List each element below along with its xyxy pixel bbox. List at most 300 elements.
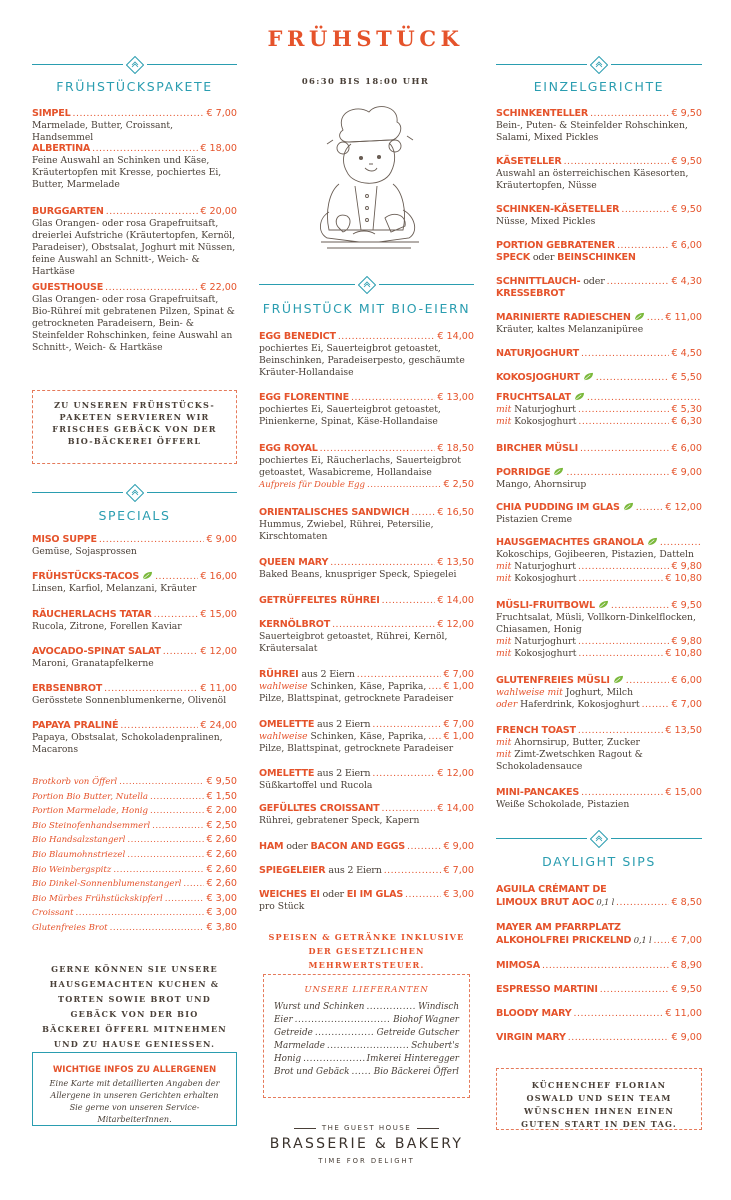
item-row xyxy=(496,725,702,737)
item-name: SCHINKEN-KÄSETELLER xyxy=(496,204,620,215)
extra-name: Bio Blaumohnstriezel xyxy=(32,850,126,860)
special-item xyxy=(32,571,237,595)
item-row xyxy=(496,1032,702,1044)
item-price: € 14,00 xyxy=(437,803,474,814)
leaf-icon xyxy=(553,467,564,476)
item-description: Kräuter, kaltes Melanzanipüree xyxy=(496,324,644,335)
dot-leader xyxy=(155,571,198,583)
dot-leader xyxy=(105,282,198,294)
dot-leader xyxy=(295,1014,392,1027)
dot-leader xyxy=(578,416,669,428)
item-name: PORTION GEBRATENER xyxy=(496,240,616,251)
item-name: EGG FLORENTINE xyxy=(259,392,349,403)
dot-leader xyxy=(611,600,670,612)
extra-name: Portion Bio Butter, Nutella xyxy=(32,791,149,802)
item-row xyxy=(259,768,474,780)
leaf-icon xyxy=(598,600,609,609)
item-name: OMELETTE aus 2 Eiern xyxy=(259,768,371,779)
option-label: mit xyxy=(496,648,512,659)
drink-item xyxy=(496,884,702,909)
single-dish-item xyxy=(496,108,702,144)
item-price: € 6,00 xyxy=(671,443,702,454)
bear-chef-illustration xyxy=(299,100,434,260)
dot-leader xyxy=(568,1032,670,1044)
extra-name: Glutenfreies Brot xyxy=(32,923,108,933)
extra-name: Bio Mürbes Frühstückskipferl xyxy=(32,893,163,904)
item-name: KÄSETELLER xyxy=(496,156,562,167)
item-row xyxy=(32,646,237,658)
item-price: € 12,00 xyxy=(665,502,702,513)
item-description: Pilze, Blattspinat, getrocknete Paradeiser xyxy=(259,693,454,704)
item-price: € 14,00 xyxy=(437,595,474,606)
dot-leader xyxy=(581,348,670,360)
item-row xyxy=(496,372,702,384)
item-name: CHIA PUDDING IM GLAS xyxy=(496,502,634,514)
item-description: pro Stück xyxy=(259,901,305,912)
dot-leader xyxy=(566,467,669,479)
bio-egg-item xyxy=(259,865,474,877)
option-label: mit xyxy=(496,404,512,415)
extra-item xyxy=(32,820,237,832)
dot-leader xyxy=(76,907,205,919)
item-price: € 6,00 xyxy=(671,675,702,686)
dot-leader xyxy=(163,646,199,658)
bio-egg-item xyxy=(259,392,474,428)
item-price: € 22,00 xyxy=(200,282,237,293)
extra-item xyxy=(32,849,237,861)
item-name: EGG BENEDICT xyxy=(259,331,336,342)
extra-item xyxy=(32,893,237,905)
dot-leader xyxy=(428,681,441,693)
item-description: Gerösstete Sonnenblumenkerne, Olivenöl xyxy=(32,695,227,706)
item-price: € 4,30 xyxy=(671,276,702,287)
dot-leader xyxy=(113,864,204,876)
item-price: € 13,50 xyxy=(437,557,474,568)
item-row xyxy=(259,392,474,404)
dot-leader xyxy=(367,479,441,491)
item-row xyxy=(496,502,702,514)
item-name: FRÜHSTÜCKS-TACOS xyxy=(32,571,153,583)
item-description: Glas Orangen- oder rosa Grapefruitsaft, Bio-Rühreí mit gebratenen Pilzen, Spinat & getrockneten Paradeisern, Bein- & Steinfelder Rohschinken, feine Auswahl an Schnitt-, Weich- & Hartkäse xyxy=(32,294,235,353)
dot-leader xyxy=(150,805,204,817)
option-price: € 10,80 xyxy=(665,573,702,584)
item-price: € 9,00 xyxy=(671,467,702,478)
dot-leader xyxy=(616,897,669,909)
item-price: € 18,50 xyxy=(437,443,474,454)
option-label: mit xyxy=(496,573,512,584)
option-price: € 10,80 xyxy=(665,648,702,659)
dot-leader xyxy=(578,404,670,416)
dot-leader xyxy=(154,609,199,621)
item-row xyxy=(496,240,702,252)
item-option-row xyxy=(259,681,474,693)
dot-leader xyxy=(617,240,669,252)
drink-name: MAYER AM PFARRPLATZ xyxy=(496,922,621,933)
item-option-row xyxy=(496,699,702,711)
drink-name: AGUILA CRÉMANT DE xyxy=(496,884,607,895)
drink-volume: 0,1 l xyxy=(631,935,652,945)
item-price: € 9,50 xyxy=(671,204,702,215)
bio-egg-item xyxy=(259,331,474,379)
option-text: Naturjoghurt xyxy=(511,404,576,415)
item-name: SCHINKENTELLER xyxy=(496,108,589,119)
item-description: Süßkartoffel und Rucola xyxy=(259,780,373,791)
item-name: KOKOSJOGHURT xyxy=(496,372,594,384)
item-price: € 16,00 xyxy=(200,571,237,582)
extra-item xyxy=(32,791,237,803)
bio-egg-item xyxy=(259,768,474,792)
item-name: SIMPEL xyxy=(32,108,71,119)
supplier-row xyxy=(274,1066,459,1079)
dot-leader xyxy=(303,1053,365,1066)
item-name: QUEEN MARY xyxy=(259,557,329,568)
item-description: Maroni, Granatapfelkerne xyxy=(32,658,154,669)
dot-leader xyxy=(660,537,700,549)
option-price: € 5,30 xyxy=(671,404,702,415)
item-row xyxy=(32,571,237,583)
option-text: Haferdrink, Kokosjoghurt xyxy=(517,699,640,710)
item-price: € 9,00 xyxy=(671,1032,702,1043)
item-name: GETRÜFFELTES RÜHREI xyxy=(259,595,380,606)
item-description: Fruchtsalat, Müsli, Vollkorn-Dinkelflocken, Chiasamen, Honig xyxy=(496,612,696,635)
extra-price: € 2,60 xyxy=(206,849,237,860)
item-price: € 24,00 xyxy=(200,720,237,731)
dot-leader xyxy=(327,1040,409,1053)
drink-item xyxy=(496,1032,702,1044)
dot-leader xyxy=(119,776,204,788)
extra-label: Aufpreis für Double Egg xyxy=(259,480,366,490)
single-dish-item xyxy=(496,276,702,300)
item-price: € 4,50 xyxy=(671,348,702,359)
item-option-row xyxy=(496,687,702,699)
supplier-row xyxy=(274,1040,459,1053)
dot-leader xyxy=(542,960,670,972)
ornament-divider xyxy=(32,56,237,74)
item-name: NATURJOGHURT xyxy=(496,348,579,359)
brand-sub: TIME FOR DELIGHT xyxy=(318,1157,415,1165)
item-description: Rucola, Zitrone, Forellen Kaviar xyxy=(32,621,182,632)
item-description: Marmelade, Butter, Croissant, Handsemmel xyxy=(32,120,174,143)
extra-item xyxy=(32,907,237,919)
dot-leader xyxy=(165,893,205,905)
dot-leader xyxy=(384,865,442,877)
leaf-icon xyxy=(142,571,153,580)
item-price: € 11,00 xyxy=(200,683,237,694)
item-name: ALBERTINA xyxy=(32,143,91,154)
item-option-row xyxy=(496,648,702,660)
single-dish-item xyxy=(496,204,702,228)
dot-leader xyxy=(183,878,204,890)
item-name: MARINIERTE RADIESCHEN xyxy=(496,312,645,324)
option-label: wahlweise xyxy=(259,681,308,692)
bio-egg-item xyxy=(259,803,474,827)
item-row xyxy=(259,443,474,455)
item-name: FRUCHTSALAT xyxy=(496,392,585,404)
allergy-text: Eine Karte mit detaillierten Angaben der Allergene in unseren Gerichten erhalten Sie gerne von unseren Service-MitarbeiterInnen. xyxy=(49,1078,220,1124)
supplier-name: Windisch xyxy=(418,1002,459,1012)
drink-volume: 0,1 l xyxy=(593,897,615,907)
extra-price: € 3,00 xyxy=(206,892,237,904)
leaf-icon xyxy=(613,675,624,684)
extra-price: € 2,60 xyxy=(206,878,237,890)
item-name: AVOCADO-SPINAT SALAT xyxy=(32,646,161,657)
dot-leader xyxy=(99,534,205,546)
item-row xyxy=(32,206,237,218)
bio-egg-item xyxy=(259,669,474,705)
item-price: € 11,00 xyxy=(665,312,702,323)
item-name: FRENCH TOAST xyxy=(496,725,576,736)
item-price: € 6,00 xyxy=(671,240,702,251)
leaf-icon xyxy=(583,372,594,381)
item-row xyxy=(496,1008,702,1020)
dot-leader xyxy=(428,731,441,743)
dot-leader xyxy=(564,156,670,168)
option-text: Schinken, Käse, Paprika, xyxy=(307,681,427,692)
dot-leader xyxy=(653,935,669,947)
supplier-name: Imkerei Hinteregger xyxy=(366,1054,459,1064)
dot-leader xyxy=(372,719,441,731)
item-row xyxy=(259,557,474,569)
drink-item xyxy=(496,984,702,996)
dot-leader xyxy=(120,720,198,732)
item-row xyxy=(259,865,474,877)
drink-price: € 8,50 xyxy=(671,897,702,908)
opening-hours: 06:30 BIS 18:00 UHR xyxy=(301,76,430,86)
drink-price: € 7,00 xyxy=(671,935,702,946)
diamond-ornament-icon xyxy=(590,830,608,848)
leaf-icon xyxy=(647,537,658,546)
ornament-divider xyxy=(496,56,702,74)
special-item xyxy=(32,534,237,558)
extra-price: € 2,60 xyxy=(206,863,237,875)
bio-egg-item xyxy=(259,595,474,607)
item-row xyxy=(32,683,237,695)
option-text: Naturjoghurt xyxy=(511,561,576,572)
dot-leader xyxy=(407,841,442,853)
dot-leader xyxy=(357,669,442,681)
item-price: € 9,50 xyxy=(671,108,702,119)
item-row xyxy=(496,312,702,324)
supplier-item: Eier xyxy=(274,1015,293,1025)
item-row xyxy=(496,348,702,360)
supplier-row xyxy=(274,1001,459,1014)
supplier-name: Bio Bäckerei Öfferl xyxy=(373,1067,459,1077)
chef-note: KÜCHENCHEF FLORIAN OSWALD UND SEIN TEAM WÜNSCHEN IHNEN EINEN GUTEN START IN DEN TAG. xyxy=(521,1080,677,1129)
option-text: Kokosjoghurt xyxy=(511,416,577,427)
page-title: FRÜHSTÜCK xyxy=(267,26,464,51)
single-dish-item xyxy=(496,348,702,360)
item-description: Schokoladensauce xyxy=(496,761,583,772)
dot-leader xyxy=(405,889,441,901)
special-item xyxy=(32,683,237,707)
dot-leader xyxy=(578,725,664,737)
left-column xyxy=(32,0,237,1200)
item-price: € 12,00 xyxy=(437,619,474,630)
single-dish-item xyxy=(496,392,702,428)
item-option-row xyxy=(496,636,702,648)
single-dish-item xyxy=(496,537,702,585)
item-price: € 13,00 xyxy=(437,392,474,403)
chef-note-box xyxy=(496,1068,702,1130)
extra-price: € 2,00 xyxy=(206,805,237,817)
item-row xyxy=(32,609,237,621)
drink-item xyxy=(496,1008,702,1020)
diamond-ornament-icon xyxy=(358,276,376,294)
dot-leader xyxy=(596,372,670,384)
dot-leader xyxy=(647,312,664,324)
option-price: € 9,80 xyxy=(671,561,702,572)
item-price: € 7,00 xyxy=(206,108,237,119)
section-title-daylight-sips: DAYLIGHT SIPS xyxy=(542,854,656,869)
item-price: € 15,00 xyxy=(200,609,237,620)
item-extra-row xyxy=(259,479,474,491)
extra-item xyxy=(32,922,237,934)
dot-leader xyxy=(621,204,669,216)
diamond-ornament-icon xyxy=(126,56,144,74)
option-price: € 1,00 xyxy=(443,681,474,692)
dot-leader xyxy=(73,108,205,120)
item-row xyxy=(496,204,702,216)
option-text: Kokosjoghurt xyxy=(511,573,577,584)
item-price: € 9,00 xyxy=(443,841,474,852)
item-price: € 5,50 xyxy=(671,372,702,383)
leaf-icon xyxy=(634,312,645,321)
dot-leader xyxy=(92,143,198,155)
item-description: pochiertes Ei, Sauerteigbrot getoastet, Beinschinken, Paradeiserpesto, geschäumte Kräuter-Hollandaise xyxy=(259,343,465,378)
option-label: mit xyxy=(496,749,512,760)
dot-leader xyxy=(127,834,204,846)
item-row xyxy=(496,443,702,455)
dot-leader xyxy=(578,561,670,573)
dot-leader xyxy=(330,557,435,569)
item-price: € 7,00 xyxy=(443,719,474,730)
dot-leader xyxy=(351,392,435,404)
option-text: Naturjoghurt xyxy=(511,636,576,647)
dot-leader xyxy=(351,1066,371,1079)
supplier-name: Getreide Gutscher xyxy=(376,1028,459,1038)
package-item xyxy=(32,108,237,144)
dot-leader xyxy=(320,443,436,455)
leaf-icon xyxy=(574,392,585,401)
item-name: BLOODY MARY xyxy=(496,1008,572,1019)
allergy-info-box xyxy=(32,1052,237,1126)
option-label: mit xyxy=(496,561,512,572)
item-price: € 12,00 xyxy=(437,768,474,779)
item-price: € 8,90 xyxy=(671,960,702,971)
supplier-item: Brot und Gebäck xyxy=(274,1067,350,1077)
supplier-item: Getreide xyxy=(274,1028,313,1038)
dot-leader xyxy=(642,699,670,711)
item-description: Bein-, Puten- & Steinfelder Rohschinken, Salami, Mixed Pickles xyxy=(496,120,688,143)
special-item xyxy=(32,720,237,756)
extra-name: Bio Dinkel-Sonnenblumenstangerl xyxy=(32,879,182,890)
item-row xyxy=(259,669,474,681)
item-price: € 20,00 xyxy=(200,206,237,217)
item-description: Hummus, Zwiebel, Rührei, Petersilie, Kirschtomaten xyxy=(259,519,434,542)
item-option-row xyxy=(496,749,702,761)
brand-main: BRASSERIE & BAKERY xyxy=(269,1136,464,1152)
dot-leader xyxy=(106,206,199,218)
dot-leader xyxy=(366,1001,416,1014)
item-row xyxy=(259,507,474,519)
option-price: € 7,00 xyxy=(671,699,702,710)
extra-item xyxy=(32,878,237,890)
supplier-row xyxy=(274,1053,459,1066)
single-dish-item xyxy=(496,240,702,264)
middle-column xyxy=(259,0,474,1200)
dot-leader xyxy=(626,675,670,687)
tax-note: SPEISEN & GETRÄNKE INKLUSIVE DER GESETZLICHEN MEHRWERTSTEUER. xyxy=(268,932,465,970)
item-option-row xyxy=(496,404,702,416)
item-row xyxy=(259,719,474,731)
item-name: WEICHES EI oder EI IM GLAS xyxy=(259,889,404,900)
package-item xyxy=(32,282,237,354)
item-row xyxy=(32,534,237,546)
dot-leader xyxy=(581,787,663,799)
item-option-row xyxy=(259,731,474,743)
item-name: BURGGARTEN xyxy=(32,206,104,217)
special-item xyxy=(32,646,237,670)
extra-item xyxy=(32,805,237,817)
item-option-row xyxy=(496,561,702,573)
extra-price: € 3,00 xyxy=(206,907,237,919)
item-name: ESPRESSO MARTINI xyxy=(496,984,598,995)
item-row xyxy=(496,787,702,799)
section-title-packages: FRÜHSTÜCKSPAKETE xyxy=(56,79,213,94)
item-name: GLUTENFREIES MÜSLI xyxy=(496,675,624,687)
extra-name: Portion Marmelade, Honig xyxy=(32,806,148,817)
item-name: BIRCHER MÜSLI xyxy=(496,443,578,454)
item-name: SPIEGELEIER aus 2 Eiern xyxy=(259,865,382,876)
item-name: MISO SUPPE xyxy=(32,534,97,545)
single-dish-item xyxy=(496,156,702,192)
item-price: € 9,50 xyxy=(671,600,702,611)
option-label: mit xyxy=(496,416,512,427)
special-item xyxy=(32,609,237,633)
item-description: Kokoschips, Gojibeeren, Pistazien, Datteln xyxy=(496,549,694,560)
dot-leader xyxy=(372,768,435,780)
dot-leader xyxy=(600,984,670,996)
extra-price: € 2,50 xyxy=(206,819,237,831)
extra-item xyxy=(32,776,237,788)
item-description: Auswahl an österreichischen Käsesorten, Kräutertopfen, Nüsse xyxy=(496,168,689,191)
suppliers-title: UNSERE LIEFERANTEN xyxy=(304,985,429,995)
dot-leader xyxy=(574,1008,664,1020)
ornament-divider xyxy=(496,830,702,848)
bio-egg-item xyxy=(259,507,474,543)
right-column xyxy=(496,0,702,1200)
supplier-name: Schubert's xyxy=(411,1041,459,1051)
item-name: HAM oder BACON AND EGGS xyxy=(259,841,405,852)
dot-leader xyxy=(607,276,670,288)
supplier-item: Marmelade xyxy=(274,1041,325,1051)
single-dish-item xyxy=(496,443,702,455)
dot-leader xyxy=(636,502,664,514)
drink-item xyxy=(496,960,702,972)
dot-leader xyxy=(150,791,204,803)
extra-name: Bio Handsalzstangerl xyxy=(32,835,126,846)
ornament-divider xyxy=(259,276,474,294)
option-text: Joghurt, Milch xyxy=(562,687,633,698)
extra-name: Bio Steinofenhandsemmerl xyxy=(32,820,151,831)
item-name: MIMOSA xyxy=(496,960,540,971)
item-row xyxy=(32,143,237,155)
supplier-item: Honig xyxy=(274,1054,302,1064)
item-name: PORRIDGE xyxy=(496,467,564,479)
option-label: oder xyxy=(496,699,518,710)
item-description: Linsen, Karfiol, Melanzani, Kräuter xyxy=(32,583,197,594)
packages-note: ZU UNSEREN FRÜHSTÜCKS-PAKETEN SERVIEREN WIR FRISCHES GEBÄCK VON DER BIO-BÄCKEREI ÖFFERL xyxy=(52,400,217,446)
